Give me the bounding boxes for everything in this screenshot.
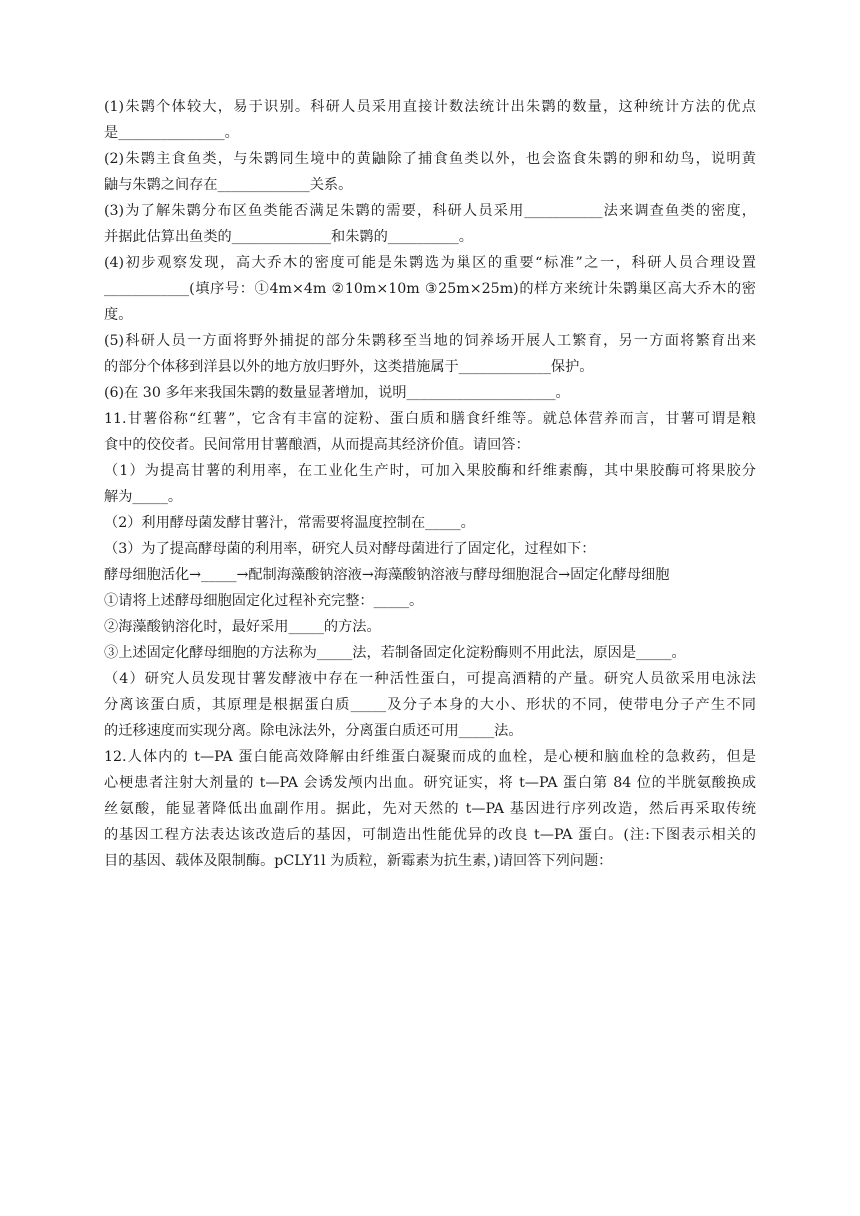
text-line: 目的基因、载体及限制酶。pCLY1l 为质粒，新霉素为抗生素，)请回答下列问题： [104,853,613,869]
text-line: （4）研究人员发现甘薯发酵液中存在一种活性蛋白，可提高酒精的产量。研究人员欲采用电泳法 [104,671,756,687]
text-line: (3)为了解朱鹮分布区鱼类能否满足朱鹮的需要，科研人员采用___________法来调查鱼类的密度， [104,203,756,219]
text-line: 分离该蛋白质，其原理是根据蛋白质_____及分子本身的大小、形状的不同，使带电分子产生不同 [104,697,756,713]
text-line: 11.甘薯俗称“红薯”，它含有丰富的淀粉、蛋白质和膳食纤维等。就总体营养而言，甘薯可谓是粮 [104,411,756,427]
text-line: (2)朱鹮主食鱼类，与朱鹮同生境中的黄鼬除了捕食鱼类以外，也会盗食朱鹮的卵和幼鸟，说明黄 [104,151,756,167]
text-line: ②海藻酸钠溶化时，最好采用_____的方法。 [104,619,381,635]
text-line: (5)科研人员一方面将野外捕捉的部分朱鹮移至当地的饲养场开展人工繁育，另一方面将繁育出来 [104,333,756,349]
text-line: （1）为提高甘薯的利用率，在工业化生产时，可加入果胶酶和纤维素酶，其中果胶酶可将果胶分 [104,463,756,479]
text-line: 度。 [104,307,133,323]
text-line: 酵母细胞活化→_____→配制海藻酸钠溶液→海藻酸钠溶液与酵母细胞混合→固定化酵母细胞 [104,567,670,583]
text-line: （3）为了提高酵母菌的利用率，研究人员对酵母菌进行了固定化，过程如下： [104,541,596,557]
text-line: 丝氨酸，能显著降低出血副作用。据此，先对天然的 t—PA 基因进行序列改造，然后再采取传统 [104,801,756,817]
text-line: ____________(填序号：①4m×4m ②10m×10m ③25m×25m)的样方来统计朱鹮巢区高大乔木的密 [104,281,756,297]
text-line: 的迁移速度而实现分离。除电泳法外，分离蛋白质还可用_____法。 [104,723,523,739]
text-line: 是_______________。 [104,125,239,141]
text-line: 鼬与朱鹮之间存在_____________关系。 [104,177,353,193]
question-text-body [104,94,756,874]
text-line: 心梗患者注射大剂量的 t—PA 会诱发颅内出血。研究证实，将 t—PA 蛋白第 84 位的半胱氨酸换成 [104,775,756,791]
text-line: ①请将上述酵母细胞固定化过程补充完整：_____。 [104,593,424,609]
text-line: 解为_____。 [104,489,183,505]
text-line: (4)初步观察发现，高大乔木的密度可能是朱鹮选为巢区的重要“标准”之一，科研人员合理设置 [104,255,756,271]
text-line: 12.人体内的 t—PA 蛋白能高效降解由纤维蛋白凝聚而成的血栓，是心梗和脑血栓的急救药，但是 [104,749,756,765]
text-line: 的部分个体移到洋县以外的地方放归野外，这类措施属于_____________保护。 [104,359,594,375]
text-line: 并据此估算出鱼类的______________和朱鹮的__________。 [104,229,473,245]
text-line: ③上述固定化酵母细胞的方法称为_____法，若制备固定化淀粉酶则不用此法，原因是_____。 [104,645,686,661]
text-line: 食中的佼佼者。民间常用甘薯酿酒，从而提高其经济价值。请回答： [104,437,530,453]
text-line: 的基因工程方法表达该改造后的基因，可制造出性能优异的改良 t—PA 蛋白。(注:下图表示相关的 [104,827,756,843]
text-line: （2）利用酵母菌发酵甘薯汁，常需要将温度控制在_____。 [104,515,475,531]
text-line: (1)朱鹮个体较大，易于识别。科研人员采用直接计数法统计出朱鹮的数量，这种统计方法的优点 [104,99,756,115]
text-line: (6)在 30 多年来我国朱鹮的数量显著增加，说明_____________________。 [104,385,570,401]
